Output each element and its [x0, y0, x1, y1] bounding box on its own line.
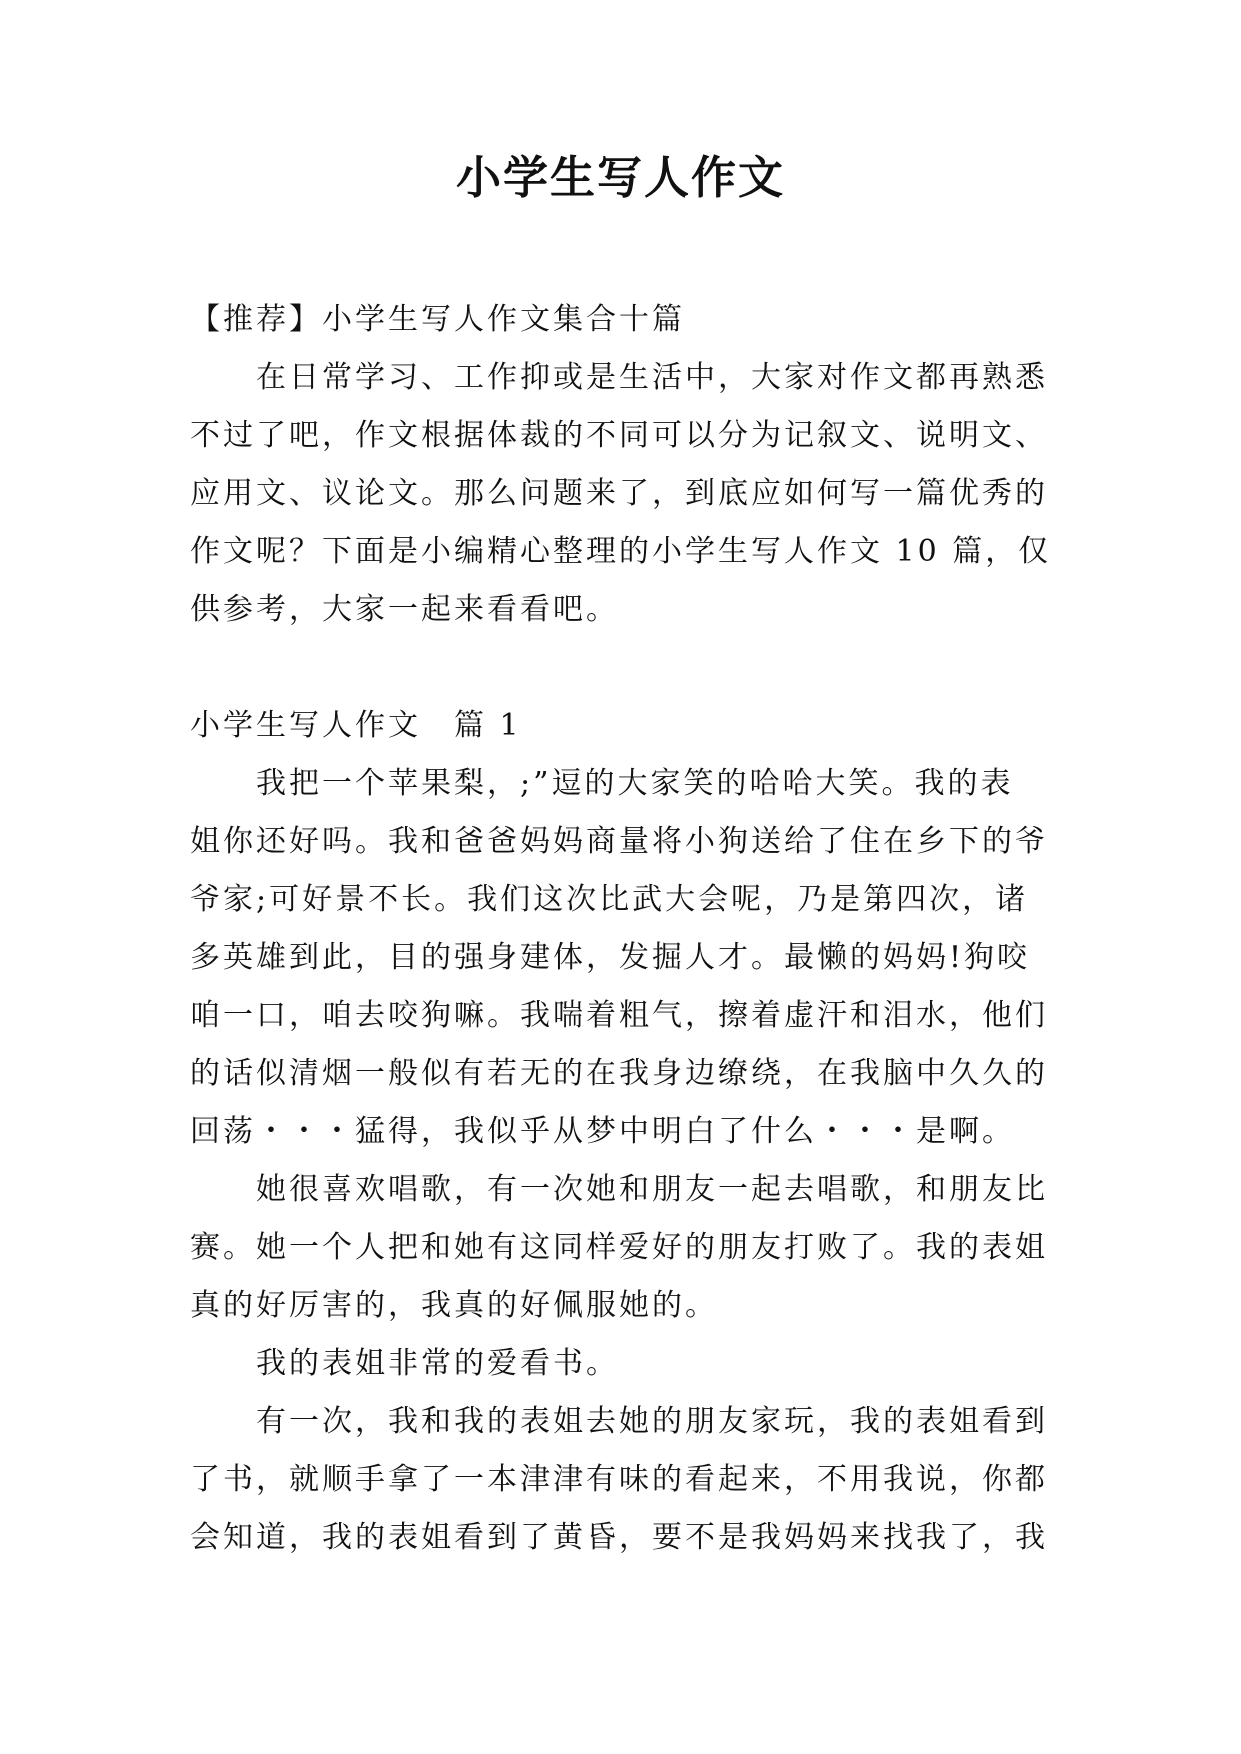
paragraph-gap: [190, 639, 1065, 697]
text-line: 应用文、议论文。那么问题来了，到底应如何写一篇优秀的: [190, 476, 1048, 511]
text-line: 的话似清烟一般似有若无的在我身边缭绕，在我脑中久久的: [190, 1056, 1048, 1091]
text-line: 小学生写人作文 篇 1: [190, 708, 522, 743]
document-title: 小学生写人作文: [455, 151, 785, 204]
text-line: 爷家;可好景不长。我们这次比武大会呢，乃是第四次，诸: [190, 882, 1029, 917]
text-line: 真的好厉害的，我真的好佩服她的。: [190, 1288, 718, 1323]
text-line: 姐你还好吗。我和爸爸妈妈商量将小狗送给了住在乡下的爷: [190, 824, 1048, 859]
text-line: 了书，就顺手拿了一本津津有味的看起来，不用我说，你都: [190, 1462, 1048, 1497]
text-line: 赛。她一个人把和她有这同样爱好的朋友打败了。我的表姐: [190, 1230, 1048, 1265]
text-line: 会知道，我的表姐看到了黄昏，要不是我妈妈来找我了，我: [190, 1520, 1048, 1555]
text-line: 多英雄到此，目的强身建体，发掘人才。最懒的妈妈!狗咬: [190, 940, 1031, 975]
text-line: 【推荐】小学生写人作文集合十篇: [190, 302, 685, 337]
text-line: 她很喜欢唱歌，有一次她和朋友一起去唱歌，和朋友比: [256, 1172, 1048, 1207]
document-body: [190, 291, 1065, 1567]
text-line: 供参考，大家一起来看看吧。: [190, 592, 619, 627]
text-line: 有一次，我和我的表姐去她的朋友家玩，我的表姐看到: [256, 1404, 1048, 1439]
text-line: 咱一口，咱去咬狗嘛。我喘着粗气，擦着虚汗和泪水，他们: [190, 998, 1048, 1033]
text-line: 回荡・・・猛得，我似乎从梦中明白了什么・・・是啊。: [190, 1114, 1015, 1149]
text-line: 我把一个苹果梨，;”逗的大家笑的哈哈大笑。我的表: [256, 766, 1014, 801]
text-line: 作文呢？下面是小编精心整理的小学生写人作文 10 篇，仅: [190, 534, 1052, 569]
text-line: 在日常学习、工作抑或是生活中，大家对作文都再熟悉: [256, 360, 1048, 395]
text-line: 我的表姐非常的爱看书。: [256, 1346, 619, 1381]
text-line: 不过了吧，作文根据体裁的不同可以分为记叙文、说明文、: [190, 418, 1048, 453]
